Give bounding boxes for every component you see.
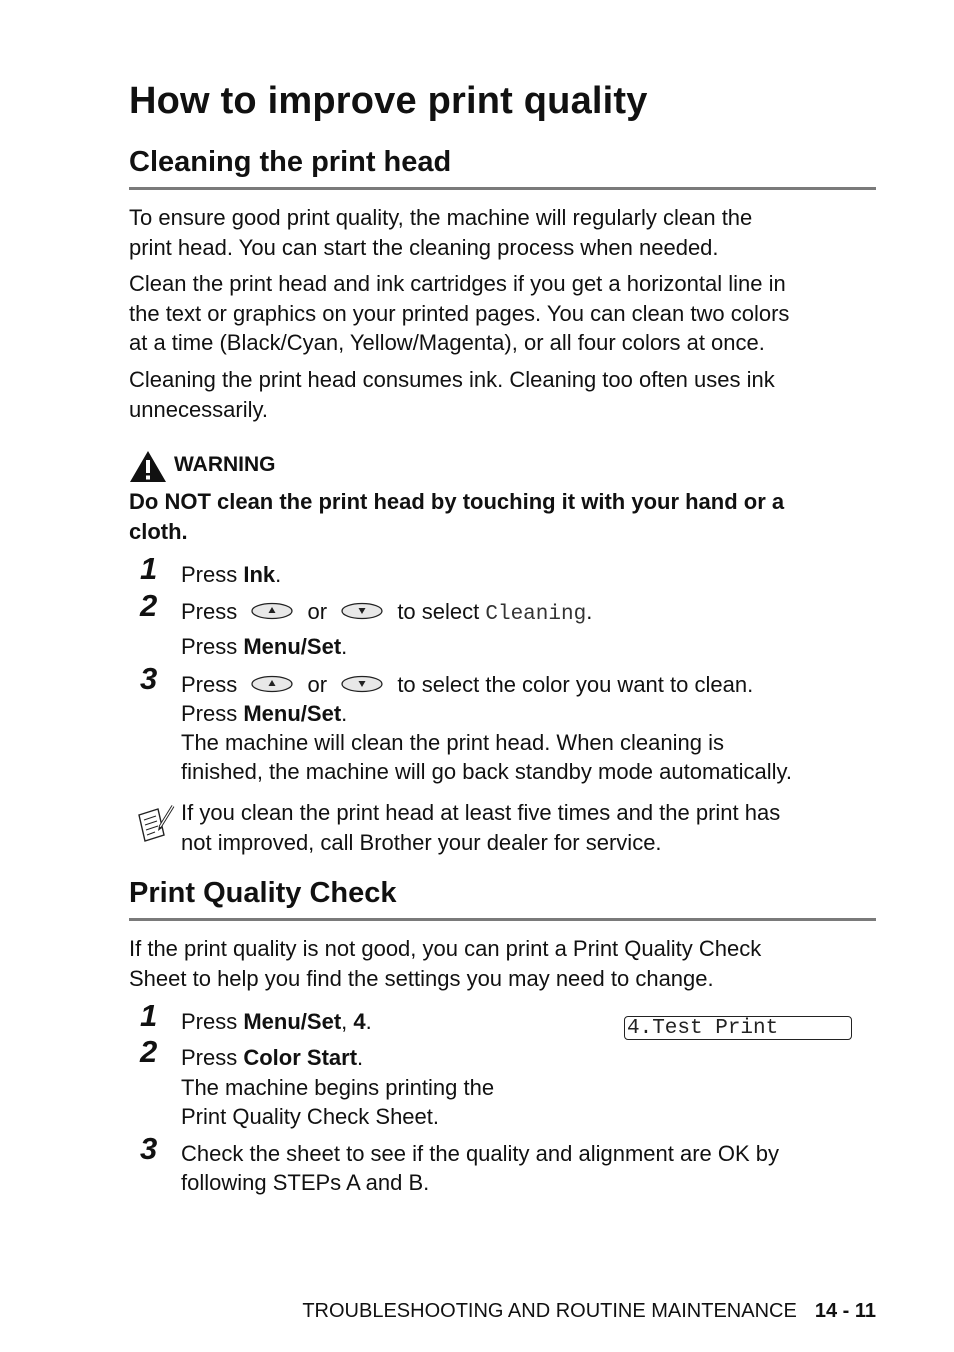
step-word: or bbox=[307, 599, 328, 624]
text-line: unnecessarily. bbox=[129, 396, 268, 422]
down-arrow-button-icon bbox=[341, 675, 383, 693]
up-arrow-button-icon bbox=[251, 675, 293, 693]
text-line: Clean the print head and ink cartridges if you get a horizontal line in bbox=[129, 271, 786, 296]
pq-step-2-line-3: Print Quality Check Sheet. bbox=[181, 1104, 440, 1129]
key-4: 4 bbox=[353, 1009, 366, 1034]
step-number: 1 bbox=[140, 551, 158, 586]
step-number: 1 bbox=[140, 998, 158, 1033]
step-word: . bbox=[586, 599, 593, 624]
step-number: 2 bbox=[140, 588, 158, 623]
warning-text bbox=[129, 487, 889, 546]
step-1-text bbox=[181, 560, 281, 590]
step-word: Press bbox=[181, 562, 244, 587]
text-line: not improved, call Brother your dealer for service. bbox=[181, 829, 662, 855]
footer-chapter: TROUBLESHOOTING AND ROUTINE MAINTENANCE bbox=[302, 1300, 797, 1322]
cleaning-para-2 bbox=[129, 269, 889, 358]
pq-step-2-line-1 bbox=[181, 1043, 363, 1073]
step-word: Press bbox=[181, 701, 244, 726]
cleaning-para-3 bbox=[129, 365, 889, 424]
step-word: . bbox=[341, 701, 348, 726]
warning-label: WARNING bbox=[174, 453, 276, 476]
text-line: If the print quality is not good, you can print a Print Quality Check bbox=[129, 936, 762, 961]
step-word: to select bbox=[397, 599, 480, 624]
text-line: cloth. bbox=[129, 518, 188, 544]
step-word: , bbox=[341, 1009, 354, 1034]
text-line: Cleaning the print head consumes ink. Cleaning too often uses ink bbox=[129, 367, 775, 392]
step-word: Press bbox=[181, 599, 238, 624]
page-footer bbox=[302, 1300, 876, 1323]
section-heading-print-quality-check: Print Quality Check bbox=[129, 877, 397, 909]
up-arrow-button-icon bbox=[251, 602, 293, 620]
text-line: print head. You can start the cleaning process when needed. bbox=[129, 234, 719, 260]
step-3-line-2 bbox=[181, 699, 347, 729]
text-line: To ensure good print quality, the machine will regularly clean the bbox=[129, 205, 753, 230]
step-word: Press bbox=[181, 1045, 244, 1070]
section-rule bbox=[129, 918, 876, 921]
key-menu-set: Menu/Set bbox=[243, 634, 342, 659]
step-2-line-2 bbox=[181, 632, 347, 662]
print-quality-para bbox=[129, 934, 889, 993]
step-3-line-3: The machine will clean the print head. When cleaning is bbox=[181, 730, 724, 755]
down-arrow-button-icon bbox=[341, 602, 383, 620]
step-word: . bbox=[357, 1045, 364, 1070]
step-word: Press bbox=[181, 1009, 244, 1034]
step-word: . bbox=[365, 1009, 372, 1034]
step-3-line-4: finished, the machine will go back standby mode automatically. bbox=[181, 759, 793, 784]
step-3-line-1 bbox=[181, 670, 753, 700]
step-number: 3 bbox=[140, 661, 158, 696]
text-line: Do NOT clean the print head by touching it with your hand or a bbox=[129, 489, 785, 514]
text-line: If you clean the print head at least five times and the print has bbox=[181, 800, 781, 825]
note-text bbox=[181, 798, 881, 857]
key-menu-set: Menu/Set bbox=[243, 1009, 342, 1034]
section-heading-cleaning: Cleaning the print head bbox=[129, 146, 452, 178]
text-line: Sheet to help you find the settings you may need to change. bbox=[129, 965, 714, 991]
step-word: Press bbox=[181, 634, 244, 659]
footer-page-number: 14 - 11 bbox=[814, 1300, 876, 1322]
text-line: at a time (Black/Cyan, Yellow/Magenta), or all four colors at once. bbox=[129, 330, 765, 355]
step-2-line-1 bbox=[181, 597, 592, 630]
pq-step-1-text bbox=[181, 1007, 372, 1037]
step-word: . bbox=[275, 562, 282, 587]
step-word: or bbox=[307, 672, 328, 697]
key-ink: Ink bbox=[243, 562, 276, 587]
step-word: Press bbox=[181, 672, 238, 697]
key-menu-set: Menu/Set bbox=[243, 701, 342, 726]
page-title: How to improve print quality bbox=[129, 80, 648, 122]
lcd-word-cleaning: Cleaning bbox=[485, 603, 587, 626]
step-number: 3 bbox=[140, 1131, 158, 1166]
step-number: 2 bbox=[140, 1034, 158, 1069]
key-color-start: Color Start bbox=[243, 1045, 358, 1070]
step-word: . bbox=[341, 634, 348, 659]
text-line: the text or graphics on your printed pages. You can clean two colors bbox=[129, 300, 790, 326]
pq-step-3-line-1: Check the sheet to see if the quality and alignment are OK by bbox=[181, 1141, 780, 1166]
lcd-display: 4.Test Print bbox=[624, 1016, 852, 1040]
pq-step-3-line-2: following STEPs A and B. bbox=[181, 1170, 430, 1195]
pq-step-2-line-2: The machine begins printing the bbox=[181, 1075, 495, 1100]
note-pencil-icon bbox=[136, 803, 176, 843]
section-rule bbox=[129, 187, 876, 190]
warning-triangle-icon bbox=[129, 450, 167, 483]
step-word: to select the color you want to clean. bbox=[397, 672, 754, 697]
cleaning-para-1 bbox=[129, 203, 889, 262]
